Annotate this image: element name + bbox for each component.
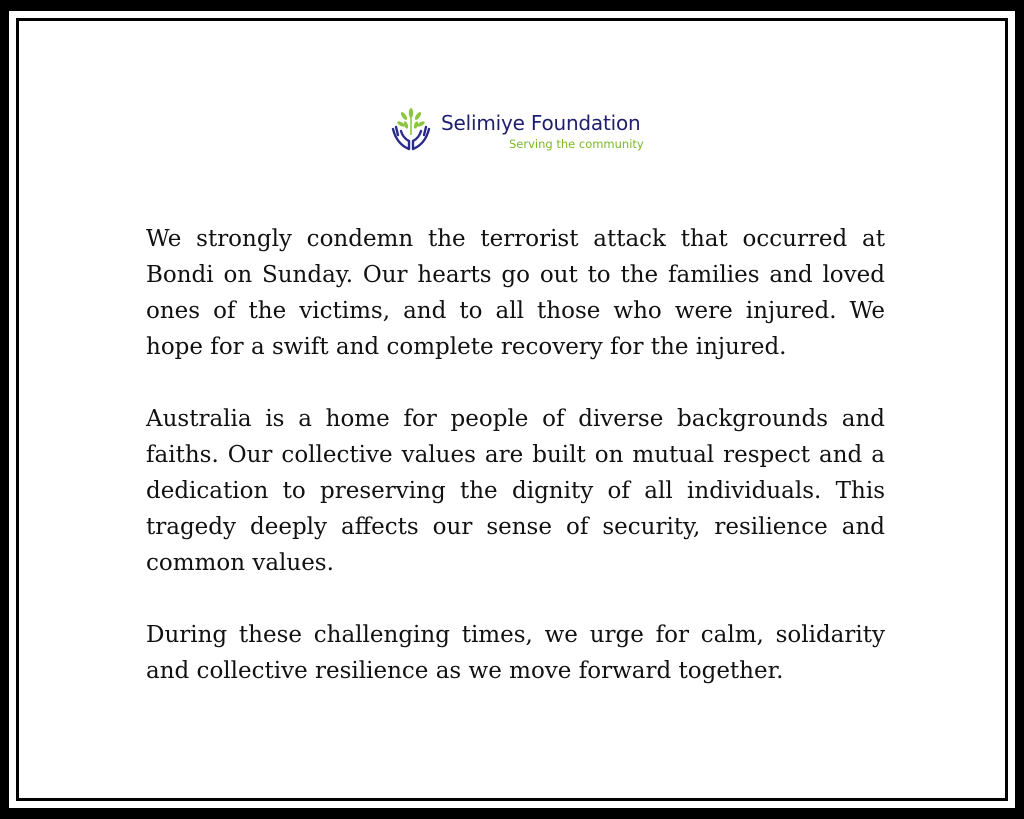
statement-body: [146, 221, 885, 689]
foundation-tagline: Serving the community: [509, 137, 644, 151]
hands-holding-leaves-icon: [389, 105, 433, 155]
outer-frame: [9, 11, 1015, 808]
foundation-logo: [389, 105, 659, 155]
statement-paragraph-3: During these challenging times, we urge for calm, solidarity and collective resilience as we move forward together.: [146, 622, 885, 684]
inner-frame: [16, 18, 1008, 801]
statement-paragraph-1: We strongly condemn the terrorist attack that occurred at Bondi on Sunday. Our hearts go out to the families and loved ones of the victims, and to all those who were injured. We hope for a swift and complete recovery for the injured.: [146, 226, 885, 360]
statement-paragraph-2: Australia is a home for people of diverse backgrounds and faiths. Our collective values are built on mutual respect and a dedication to preserving the dignity of all individuals. This tragedy deeply affects our sense of security, resilience and common values.: [146, 406, 885, 576]
foundation-name: Selimiye Foundation: [441, 111, 641, 135]
